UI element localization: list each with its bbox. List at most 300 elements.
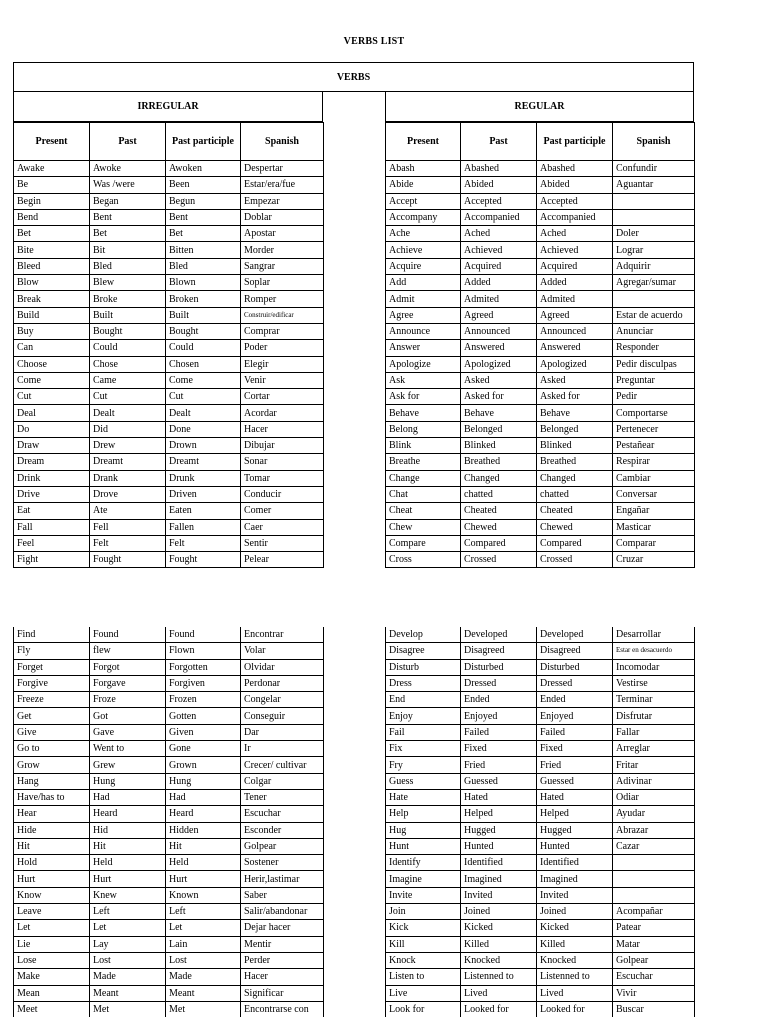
table-row [14, 421, 324, 437]
table-row [386, 871, 695, 887]
cell-past-participle: Bent [166, 209, 241, 225]
verbs-header: VERBS [13, 62, 694, 92]
cell-present: Cross [386, 552, 461, 568]
cell-past-participle: Hung [166, 773, 241, 789]
cell-spanish: Empezar [241, 193, 324, 209]
cell-past-participle: Asked [537, 372, 613, 388]
table-row [386, 741, 695, 757]
cell-past: Had [90, 789, 166, 805]
cell-past: Announced [461, 323, 537, 339]
cell-spanish: Conversar [613, 486, 695, 502]
cell-present: Bet [14, 226, 90, 242]
cell-past: Joined [461, 904, 537, 920]
cell-present: Disagree [386, 643, 461, 659]
cell-spanish: Comportarse [613, 405, 695, 421]
table-row [14, 643, 324, 659]
cell-past-participle: Killed [537, 936, 613, 952]
cell-spanish: Mentir [241, 936, 324, 952]
cell-spanish: Respirar [613, 454, 695, 470]
cell-past: Helped [461, 806, 537, 822]
cell-past: Meant [90, 985, 166, 1001]
cell-spanish: Venir [241, 372, 324, 388]
table-row [14, 454, 324, 470]
table-row [386, 920, 695, 936]
cell-spanish: Cortar [241, 389, 324, 405]
cell-spanish [613, 887, 695, 903]
cell-past-participle: Left [166, 904, 241, 920]
cell-present: Come [14, 372, 90, 388]
cell-past: Acquired [461, 258, 537, 274]
cell-past-participle: Drunk [166, 470, 241, 486]
cell-present: Identify [386, 855, 461, 871]
cell-past: Bit [90, 242, 166, 258]
cell-spanish: Tener [241, 789, 324, 805]
cell-past-participle: Chewed [537, 519, 613, 535]
cell-past: Abashed [461, 161, 537, 177]
cell-past: Froze [90, 692, 166, 708]
cell-spanish: Despertar [241, 161, 324, 177]
cell-present: Live [386, 985, 461, 1001]
table-row [14, 806, 324, 822]
cell-present: Dream [14, 454, 90, 470]
cell-past-participle: Given [166, 724, 241, 740]
cell-spanish [613, 209, 695, 225]
cell-past-participle: Gotten [166, 708, 241, 724]
table-row [386, 936, 695, 952]
cell-spanish: Soplar [241, 275, 324, 291]
cell-past: Drove [90, 486, 166, 502]
cell-present: Get [14, 708, 90, 724]
cell-past-participle: Known [166, 887, 241, 903]
cell-present: Accept [386, 193, 461, 209]
table-row [386, 724, 695, 740]
cell-present: Hate [386, 789, 461, 805]
cell-past: Drank [90, 470, 166, 486]
cell-past: Did [90, 421, 166, 437]
cell-spanish: Sangrar [241, 258, 324, 274]
cell-past-participle: Disturbed [537, 659, 613, 675]
cell-present: Kick [386, 920, 461, 936]
cell-present: Compare [386, 535, 461, 551]
table-row [386, 340, 695, 356]
cell-past-participle: Dressed [537, 675, 613, 691]
cell-spanish: Caer [241, 519, 324, 535]
cell-past-participle: Awoken [166, 161, 241, 177]
cell-spanish: Hacer [241, 969, 324, 985]
cell-past-participle: Felt [166, 535, 241, 551]
cell-spanish: Adquirir [613, 258, 695, 274]
cell-spanish: Fallar [613, 724, 695, 740]
cell-present: Go to [14, 741, 90, 757]
cell-past-participle: Helped [537, 806, 613, 822]
cell-spanish: Salir/abandonar [241, 904, 324, 920]
cell-past-participle: Abashed [537, 161, 613, 177]
cell-present: Invite [386, 887, 461, 903]
cell-past-participle: Imagined [537, 871, 613, 887]
table-row [386, 372, 695, 388]
cell-present: Dress [386, 675, 461, 691]
cell-past: Chose [90, 356, 166, 372]
cell-past: Hugged [461, 822, 537, 838]
table-row [14, 838, 324, 854]
table-row [386, 708, 695, 724]
table-row [14, 871, 324, 887]
cell-past: Felt [90, 535, 166, 551]
cell-past-participle: Bitten [166, 242, 241, 258]
cell-past-participle: Answered [537, 340, 613, 356]
cell-past: Knocked [461, 952, 537, 968]
cell-past-participle: Added [537, 275, 613, 291]
cell-past-participle: Been [166, 177, 241, 193]
cell-past-participle: Compared [537, 535, 613, 551]
cell-present: Breathe [386, 454, 461, 470]
table-row [14, 519, 324, 535]
cell-past: Fixed [461, 741, 537, 757]
cell-past-participle: Identified [537, 855, 613, 871]
cell-present: End [386, 692, 461, 708]
cell-spanish: Pertenecer [613, 421, 695, 437]
cell-past: Accompanied [461, 209, 537, 225]
table-row [386, 969, 695, 985]
cell-spanish [613, 193, 695, 209]
cell-past-participle: Bled [166, 258, 241, 274]
cell-past-participle: Acquired [537, 258, 613, 274]
table-row [14, 258, 324, 274]
cell-past: Found [90, 627, 166, 643]
cell-spanish: Tomar [241, 470, 324, 486]
cell-past: Bled [90, 258, 166, 274]
cell-past: Built [90, 307, 166, 323]
cell-past-participle: Fallen [166, 519, 241, 535]
cell-present: Fight [14, 552, 90, 568]
cell-past: Crossed [461, 552, 537, 568]
column-header-present: Present [386, 123, 461, 161]
cell-present: Belong [386, 421, 461, 437]
cell-past: Lost [90, 952, 166, 968]
cell-past-participle: chatted [537, 486, 613, 502]
cell-past-participle: Agreed [537, 307, 613, 323]
cell-spanish: Encontrarse con [241, 1001, 324, 1017]
cell-past-participle: Accepted [537, 193, 613, 209]
cell-past: Hit [90, 838, 166, 854]
cell-present: Cut [14, 389, 90, 405]
cell-spanish: Confundir [613, 161, 695, 177]
cell-past-participle: Announced [537, 323, 613, 339]
table-row [386, 421, 695, 437]
table-row [14, 405, 324, 421]
table-row [386, 887, 695, 903]
cell-present: Blow [14, 275, 90, 291]
table-row [14, 307, 324, 323]
cell-past-participle: Hurt [166, 871, 241, 887]
table-row [14, 209, 324, 225]
cell-past: Fried [461, 757, 537, 773]
cell-present: Change [386, 470, 461, 486]
table-row [14, 855, 324, 871]
cell-past-participle: Meant [166, 985, 241, 1001]
cell-spanish: Doblar [241, 209, 324, 225]
cell-past: Grew [90, 757, 166, 773]
cell-spanish: Anunciar [613, 323, 695, 339]
cell-spanish: Disfrutar [613, 708, 695, 724]
cell-spanish: Conducir [241, 486, 324, 502]
cell-spanish: Dar [241, 724, 324, 740]
cell-spanish: Cambiar [613, 470, 695, 486]
cell-spanish: Preguntar [613, 372, 695, 388]
table-row [14, 226, 324, 242]
cell-past-participle: Found [166, 627, 241, 643]
cell-past-participle: Admited [537, 291, 613, 307]
cell-present: Build [14, 307, 90, 323]
cell-past-participle: Lain [166, 936, 241, 952]
table-row [14, 323, 324, 339]
cell-present: Deal [14, 405, 90, 421]
cell-present: Hug [386, 822, 461, 838]
cell-past: Asked for [461, 389, 537, 405]
table-row [386, 552, 695, 568]
cell-past: Achieved [461, 242, 537, 258]
cell-past: Abided [461, 177, 537, 193]
table-row [386, 643, 695, 659]
cell-spanish: Colgar [241, 773, 324, 789]
cell-past: Breathed [461, 454, 537, 470]
cell-past: Came [90, 372, 166, 388]
table-row [14, 692, 324, 708]
cell-past-participle: Bought [166, 323, 241, 339]
cell-past: Hunted [461, 838, 537, 854]
cell-past: Heard [90, 806, 166, 822]
cell-past: Asked [461, 372, 537, 388]
cell-spanish: Golpear [241, 838, 324, 854]
cell-present: Agree [386, 307, 461, 323]
cell-past: Guessed [461, 773, 537, 789]
cell-past: Listenned to [461, 969, 537, 985]
cell-past: chatted [461, 486, 537, 502]
cell-spanish: Adivinar [613, 773, 695, 789]
cell-past-participle: Hit [166, 838, 241, 854]
cell-past-participle: Lost [166, 952, 241, 968]
table-row [386, 1001, 695, 1017]
cell-past: Fought [90, 552, 166, 568]
cell-present: Eat [14, 503, 90, 519]
table-row [14, 275, 324, 291]
cell-present: Can [14, 340, 90, 356]
table-row [386, 904, 695, 920]
cell-past-participle: Enjoyed [537, 708, 613, 724]
cell-present: Begin [14, 193, 90, 209]
cell-present: Freeze [14, 692, 90, 708]
cell-spanish [613, 871, 695, 887]
cell-spanish: Pestañear [613, 438, 695, 454]
cell-present: Hunt [386, 838, 461, 854]
table-row [386, 177, 695, 193]
table-row [386, 291, 695, 307]
cell-past-participle: Changed [537, 470, 613, 486]
cell-past: Got [90, 708, 166, 724]
table-row [386, 838, 695, 854]
cell-past: Added [461, 275, 537, 291]
table-row [14, 789, 324, 805]
cell-past-participle: Kicked [537, 920, 613, 936]
cell-past: Apologized [461, 356, 537, 372]
table-row [386, 627, 695, 643]
table-row [14, 177, 324, 193]
cell-past-participle: Done [166, 421, 241, 437]
cell-spanish: Sentir [241, 535, 324, 551]
cell-past: Could [90, 340, 166, 356]
cell-past-participle: Built [166, 307, 241, 323]
cell-spanish [613, 855, 695, 871]
table-row [14, 741, 324, 757]
cell-past-participle: Come [166, 372, 241, 388]
cell-past-participle: Chosen [166, 356, 241, 372]
cell-past: Held [90, 855, 166, 871]
cell-spanish: Escuchar [241, 806, 324, 822]
cell-present: Bite [14, 242, 90, 258]
table-row [386, 675, 695, 691]
cell-past: Hated [461, 789, 537, 805]
cell-past-participle: Dreamt [166, 454, 241, 470]
cell-present: Announce [386, 323, 461, 339]
cell-present: Abash [386, 161, 461, 177]
table-row [386, 226, 695, 242]
cell-spanish: Fritar [613, 757, 695, 773]
table-row [386, 659, 695, 675]
table-row [14, 161, 324, 177]
cell-present: Listen to [386, 969, 461, 985]
column-header-past-participle: Past participle [166, 123, 241, 161]
cell-past: Was /were [90, 177, 166, 193]
table-row [14, 724, 324, 740]
cell-present: Make [14, 969, 90, 985]
cell-present: Fix [386, 741, 461, 757]
cell-present: Feel [14, 535, 90, 551]
table-row [14, 675, 324, 691]
cell-spanish: Patear [613, 920, 695, 936]
cell-past-participle: Had [166, 789, 241, 805]
cell-present: Leave [14, 904, 90, 920]
cell-present: Hurt [14, 871, 90, 887]
cell-past-participle: Behave [537, 405, 613, 421]
irregular-header: IRREGULAR [13, 92, 323, 122]
cell-present: Accompany [386, 209, 461, 225]
cell-past: Agreed [461, 307, 537, 323]
cell-past: flew [90, 643, 166, 659]
table-row [386, 242, 695, 258]
cell-past-participle: Apologized [537, 356, 613, 372]
table-row [14, 659, 324, 675]
cell-past-participle: Failed [537, 724, 613, 740]
irregular-verbs-table-continued [13, 627, 324, 1017]
cell-past: Belonged [461, 421, 537, 437]
cell-past-participle: Accompanied [537, 209, 613, 225]
cell-present: Behave [386, 405, 461, 421]
cell-present: Hear [14, 806, 90, 822]
cell-past-participle: Disagreed [537, 643, 613, 659]
cell-past-participle: Let [166, 920, 241, 936]
cell-past: Hurt [90, 871, 166, 887]
cell-present: Knock [386, 952, 461, 968]
cell-present: Cheat [386, 503, 461, 519]
cell-spanish: Pedir [613, 389, 695, 405]
table-row [386, 323, 695, 339]
cell-spanish: Morder [241, 242, 324, 258]
column-header-present: Present [14, 123, 90, 161]
column-header-past: Past [461, 123, 537, 161]
cell-past-participle: Looked for [537, 1001, 613, 1017]
cell-spanish: Abrazar [613, 822, 695, 838]
cell-past-participle: Begun [166, 193, 241, 209]
cell-past: Dressed [461, 675, 537, 691]
cell-past: Knew [90, 887, 166, 903]
cell-past: Failed [461, 724, 537, 740]
table-row [386, 503, 695, 519]
cell-present: Grow [14, 757, 90, 773]
table-row [386, 438, 695, 454]
cell-past: Admited [461, 291, 537, 307]
column-header-past: Past [90, 123, 166, 161]
table-row [386, 692, 695, 708]
table-row [14, 372, 324, 388]
cell-past: Cut [90, 389, 166, 405]
cell-spanish: Perder [241, 952, 324, 968]
cell-past: Lay [90, 936, 166, 952]
cell-present: Join [386, 904, 461, 920]
cell-spanish: Saber [241, 887, 324, 903]
cell-spanish: Doler [613, 226, 695, 242]
cell-present: Buy [14, 323, 90, 339]
table-row [14, 985, 324, 1001]
cell-past: Hid [90, 822, 166, 838]
cell-present: Lose [14, 952, 90, 968]
cell-present: Ask for [386, 389, 461, 405]
cell-spanish [613, 291, 695, 307]
cell-past: Answered [461, 340, 537, 356]
cell-past: Awoke [90, 161, 166, 177]
cell-spanish: Dejar hacer [241, 920, 324, 936]
cell-present: Abide [386, 177, 461, 193]
cell-present: Fall [14, 519, 90, 535]
cell-past-participle: Fought [166, 552, 241, 568]
table-row [14, 822, 324, 838]
cell-spanish: Acompañar [613, 904, 695, 920]
cell-past-participle: Developed [537, 627, 613, 643]
table-row [14, 389, 324, 405]
cell-present: Forgive [14, 675, 90, 691]
cell-present: Break [14, 291, 90, 307]
cell-past-participle: Ached [537, 226, 613, 242]
table-row [386, 275, 695, 291]
cell-past-participle: Lived [537, 985, 613, 1001]
cell-spanish: Romper [241, 291, 324, 307]
table-header-row [14, 123, 324, 161]
cell-past-participle: Forgotten [166, 659, 241, 675]
cell-present: Hang [14, 773, 90, 789]
cell-present: Do [14, 421, 90, 437]
cell-present: Find [14, 627, 90, 643]
cell-present: Blink [386, 438, 461, 454]
table-row [14, 438, 324, 454]
table-row [14, 291, 324, 307]
cell-past-participle: Fried [537, 757, 613, 773]
cell-present: Develop [386, 627, 461, 643]
cell-past-participle: Abided [537, 177, 613, 193]
cell-spanish: Pedir disculpas [613, 356, 695, 372]
cell-spanish: Perdonar [241, 675, 324, 691]
cell-present: Give [14, 724, 90, 740]
cell-present: Look for [386, 1001, 461, 1017]
cell-past: Invited [461, 887, 537, 903]
